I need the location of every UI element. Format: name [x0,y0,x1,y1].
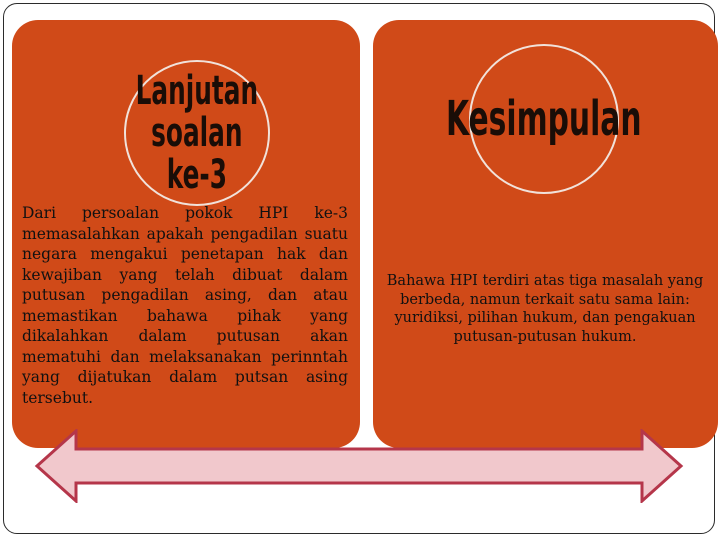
right-title-circle [446,44,642,194]
arrow-shape [37,431,681,501]
right-panel-title: Kesimpulan [446,90,642,147]
left-title-circle [124,60,270,206]
double-headed-arrow-icon [34,429,684,503]
right-panel-body: Bahawa HPI terdiri atas tiga masalah yang berbeda, namun terkait satu sama lain: yuridiksi, pilihan hukum, dan pengakuan putusan-putusan hukum. [386,273,704,345]
left-panel-body: Dari persoalan pokok HPI ke-3 memasalahkan apakah pengadilan suatu negara mengakui penetapan hak dan kewajiban yang telah dibuat dalam putusan pengadilan asing, dan atau memastikan bahawa pihak yang dikalahkan dalam putusan akan mematuhi dan melaksanakan perinntah yang dijatukan dalam putsan asing tersebut. [22,204,348,407]
left-panel-title: Lanjutan soalan ke-3 [135,68,259,198]
